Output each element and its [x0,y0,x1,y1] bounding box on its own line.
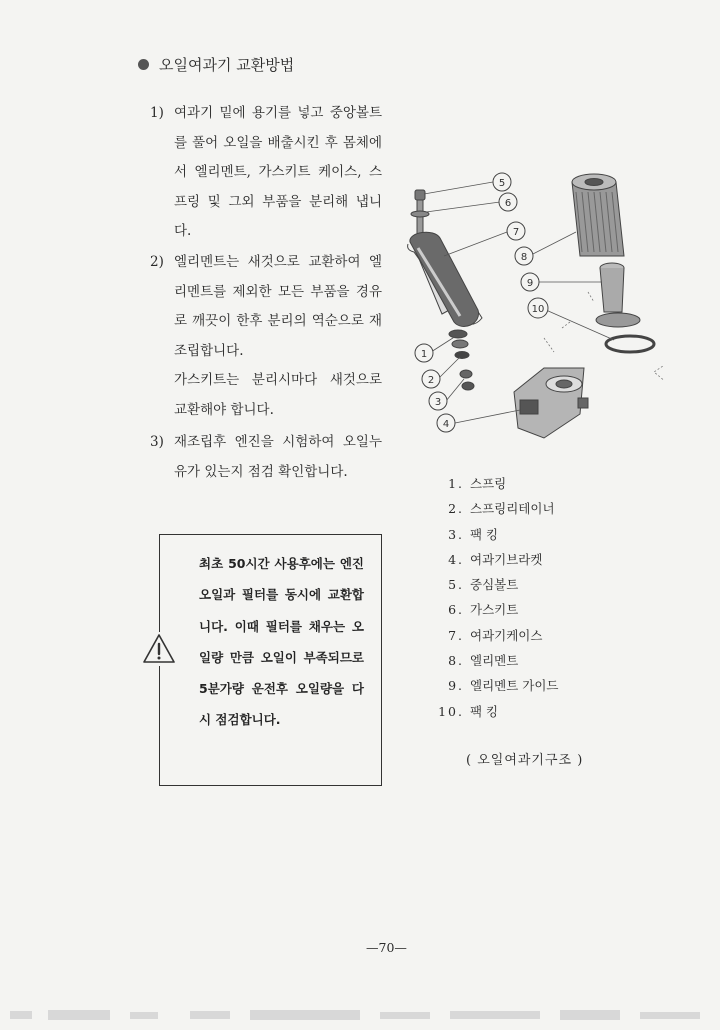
svg-text:10: 10 [531,304,545,315]
part-name: 엘리멘트 [470,653,519,669]
svg-text:7: 7 [512,227,520,238]
callout-9 [521,273,539,291]
step-1 [150,99,382,247]
callout-5 [493,173,511,191]
step-2 [150,248,382,425]
part-name: 엘리멘트 가이드 [470,678,559,694]
part-name: 가스키트 [470,602,519,618]
oil-filter-diagram [404,152,664,442]
part-number: 1. [448,476,464,491]
page-number: —70— [366,940,407,955]
scan-artifact-strip [0,1008,720,1022]
bullet-dot-icon [138,59,149,70]
callout-3 [429,392,447,410]
step-number: 2) [150,254,164,270]
parts-list [432,471,559,724]
svg-text:3: 3 [434,397,442,408]
step-text: 여과기 밑에 용기를 넣고 중앙볼트를 풀어 오일을 배출시킨 후 몸체에서 엘리멘트, 가스키트 케이스, 스프링 및 그외 부품을 분리해 냅니다. [174,105,382,239]
section-title [138,54,294,75]
step-3 [150,428,382,487]
part-number: 2. [448,501,464,517]
svg-text:2: 2 [427,375,435,386]
callout-7 [507,222,525,240]
parts-list-item [432,597,559,622]
svg-text:8: 8 [520,252,528,263]
part-number: 4. [448,551,464,567]
element-guide-part [596,263,640,327]
step-number: 3) [150,434,164,450]
parts-list-item [432,471,559,496]
svg-text:9: 9 [526,278,534,289]
part-name: 여과기케이스 [470,627,543,643]
part-number: 7. [448,627,464,643]
part-name: 중심볼트 [470,577,519,593]
part-number: 5. [448,577,464,593]
caution-text: 최초 50시간 사용후에는 엔진오일과 필터를 동시에 교환합니다. 이때 필터를 채우는 오일량 만큼 오일이 부족되므로 5분가량 운전후 오일량을 다시 점검합니다. [199,556,364,728]
parts-list-item [432,673,559,698]
step-note: 가스키트는 분리시마다 새것으로 교환해야 합니다. [174,372,382,418]
filter-case-part [408,232,482,326]
part-number: 3. [448,526,464,542]
step-number: 1) [150,105,164,121]
part-name: 스프링리테이너 [470,501,555,517]
parts-list-item [432,648,559,673]
packing-ring-part [606,336,654,352]
svg-text:4: 4 [442,419,450,430]
element-part [572,174,624,256]
part-name: 팩 킹 [470,703,499,719]
section-title-text: 오일여과기 교환방법 [159,56,295,74]
step-text: 엘리멘트는 새것으로 교환하여 엘리멘트를 제외한 모든 부품을 경유로 깨끗이 한후 분리의 역순으로 재조립합니다. [174,254,382,359]
callout-10 [528,298,548,318]
callout-1 [415,344,433,362]
part-number: 8. [448,653,464,669]
warning-triangle-icon [141,632,177,666]
parts-list-item [432,522,559,547]
part-number: 10. [438,703,464,719]
part-number: 6. [448,602,464,618]
callout-8 [515,247,533,265]
svg-text:1: 1 [420,349,428,360]
svg-text:6: 6 [504,198,512,209]
parts-list-item [432,572,559,597]
diagram-caption: ( 오일여과기구조 ) [466,753,584,768]
callout-6 [499,193,517,211]
part-number: 9. [448,678,464,694]
callout-2 [422,370,440,388]
step-text: 재조립후 엔진을 시험하여 오일누유가 있는지 점검 확인합니다. [174,434,382,480]
filter-bracket-part [514,368,588,438]
part-name: 여과기브라켓 [470,551,543,567]
part-name: 팩 킹 [470,526,499,542]
callout-4 [437,414,455,432]
part-name: 스프링 [470,476,507,491]
svg-text:5: 5 [498,178,506,189]
parts-list-item [432,547,559,572]
parts-list-item [432,496,559,521]
parts-list-item [432,699,559,724]
spring-part [449,330,474,390]
parts-list-item [432,623,559,648]
